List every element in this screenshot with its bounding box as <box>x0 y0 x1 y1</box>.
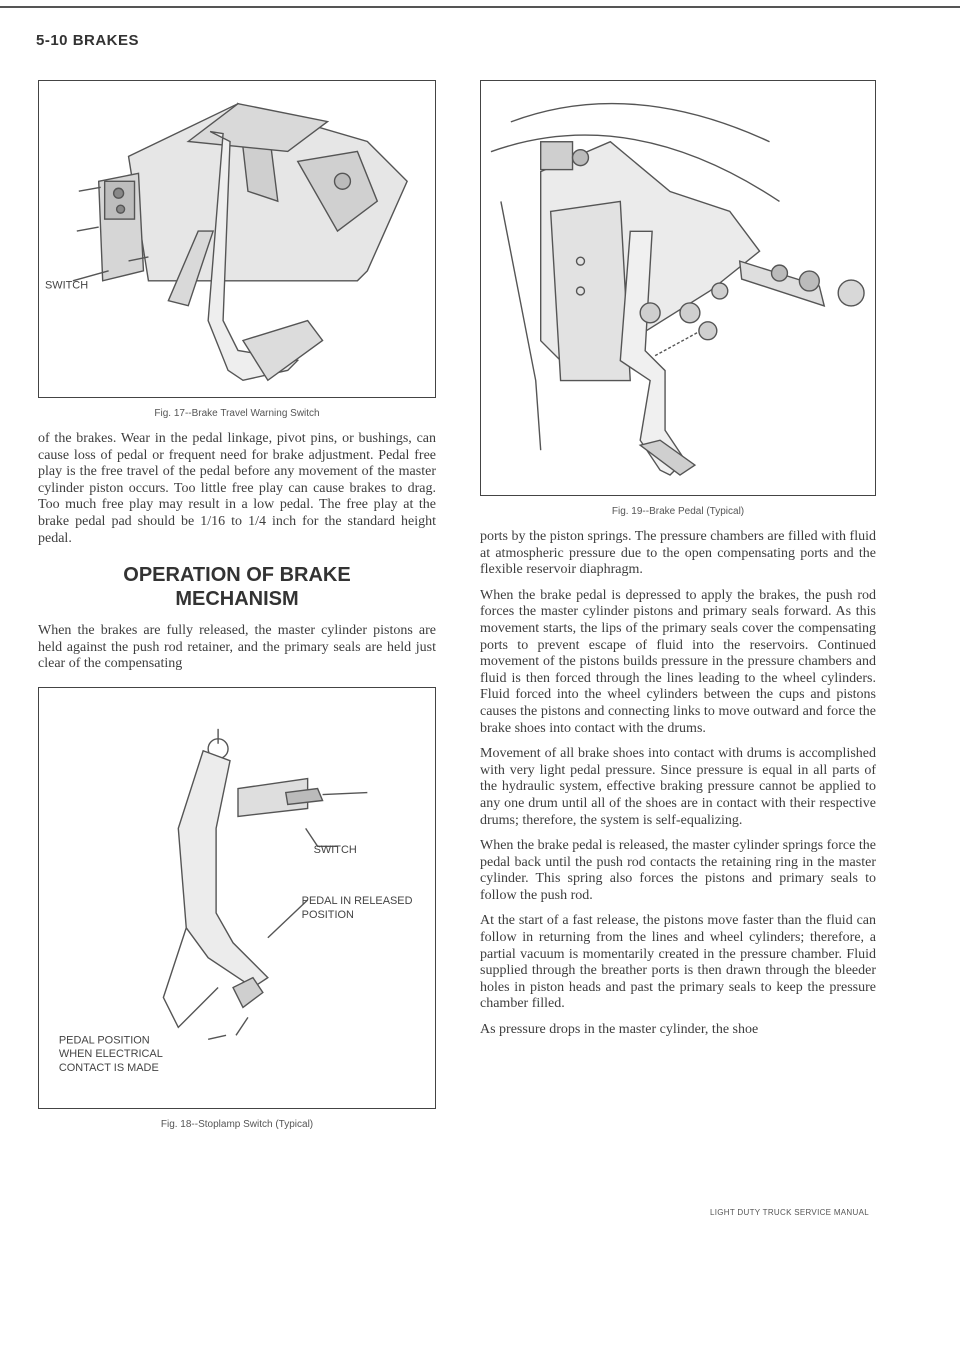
fig18-switch-label: SWITCH <box>313 844 357 857</box>
right-paragraph-5: At the start of a fast release, the pistons move faster than the fluid can follow in returning from the lines and wheel cylinders; therefore, a partial vacuum is momentarily created in the pressure chamber. Fluid supplied through the breather ports is then drawn through the bleeder holes in piston heads and past the primary seals to keep the pressure chamber filled. <box>480 913 876 1012</box>
section-heading <box>38 563 436 611</box>
fig18-caption: Fig. 18--Stoplamp Switch (Typical) <box>160 1118 314 1130</box>
fig19-caption: Fig. 19--Brake Pedal (Typical) <box>611 506 745 517</box>
page-header: 5-10 BRAKES <box>36 32 140 49</box>
fig17-switch-label: SWITCH <box>44 279 89 292</box>
right-column <box>480 80 876 1048</box>
footer-manual-title: LIGHT DUTY TRUCK SERVICE MANUAL <box>710 1208 869 1217</box>
fig18-released-label-2: POSITION <box>301 908 354 921</box>
right-paragraph-1: ports by the piston springs. The pressure chambers are filled with fluid at atmospheric pressure due to the open compensating ports and the flexible reservoir diaphragm. <box>480 529 876 578</box>
fig18-contact-label-1: PEDAL POSITION <box>58 1034 150 1047</box>
right-paragraph-2: When the brake pedal is depressed to apply the brakes, the push rod forces the master cylinder pistons and primary seals forward. As this movement starts, the lips of the primary seals cover the compensating ports to prevent escape of fluid into the reservoirs. Continued movement of the pistons builds pressure in the pressure chambers and fluid is then forced through the lines leading to the wheel cylinders. Fluid forced into the wheel cylinders between the cups and pistons causes the pistons and connecting links to move outward and force the brake shoes into contact with the drums. <box>480 587 876 736</box>
section-heading-line-2: MECHANISM <box>175 588 299 611</box>
left-paragraph-1: of the brakes. Wear in the pedal linkage, pivot pins, or bushings, can cause loss of pedal or frequent need for brake adjustment. Pedal free play is the free travel of the pedal before any movement of the master cylinder piston occurs. Too little free play can cause brakes to drag. Too much free play may result in a low pedal. The free play at the brake pedal pad should be 1/16 to 1/4 inch for the standard height pedal. <box>38 431 436 546</box>
fig17-caption: Fig. 17--Brake Travel Warning Switch <box>154 408 320 419</box>
figure-19-brake-pedal <box>480 80 876 496</box>
top-rule <box>0 6 960 8</box>
right-paragraph-3: Movement of all brake shoes into contact with drums is accomplished with very light pedal pressure. Since pressure is equal in all parts of the hydraulic system, effective braking pressure cannot be applied to any one drum until all of the shoes are in contact with their respective drums; therefore, the system is self-equalizing. <box>480 746 876 828</box>
figure-18-stoplamp-switch <box>38 687 436 1109</box>
left-paragraph-2: When the brakes are fully released, the master cylinder pistons are held against the push rod retainer, and the primary seals are held just clear of the compensating <box>38 623 436 672</box>
right-paragraph-4: When the brake pedal is released, the master cylinder springs force the pedal back until the push rod contacts the retaining ring in the master cylinder. This spring also forces the pistons and primary seals to follow the push rod. <box>480 838 876 903</box>
fig18-contact-label-3: CONTACT IS MADE <box>58 1062 159 1075</box>
right-paragraph-6: As pressure drops in the master cylinder, the shoe <box>480 1022 759 1038</box>
brake-pedal-illustration <box>481 81 875 495</box>
stoplamp-switch-illustration <box>39 688 435 1108</box>
figure-17-brake-travel-switch <box>38 80 436 398</box>
fig18-contact-label-2: WHEN ELECTRICAL <box>58 1048 163 1061</box>
brake-travel-switch-illustration <box>39 81 435 397</box>
fig18-released-label-1: PEDAL IN RELEASED <box>301 894 413 907</box>
left-column <box>38 80 436 1142</box>
section-heading-line-1: OPERATION OF BRAKE <box>123 564 351 587</box>
